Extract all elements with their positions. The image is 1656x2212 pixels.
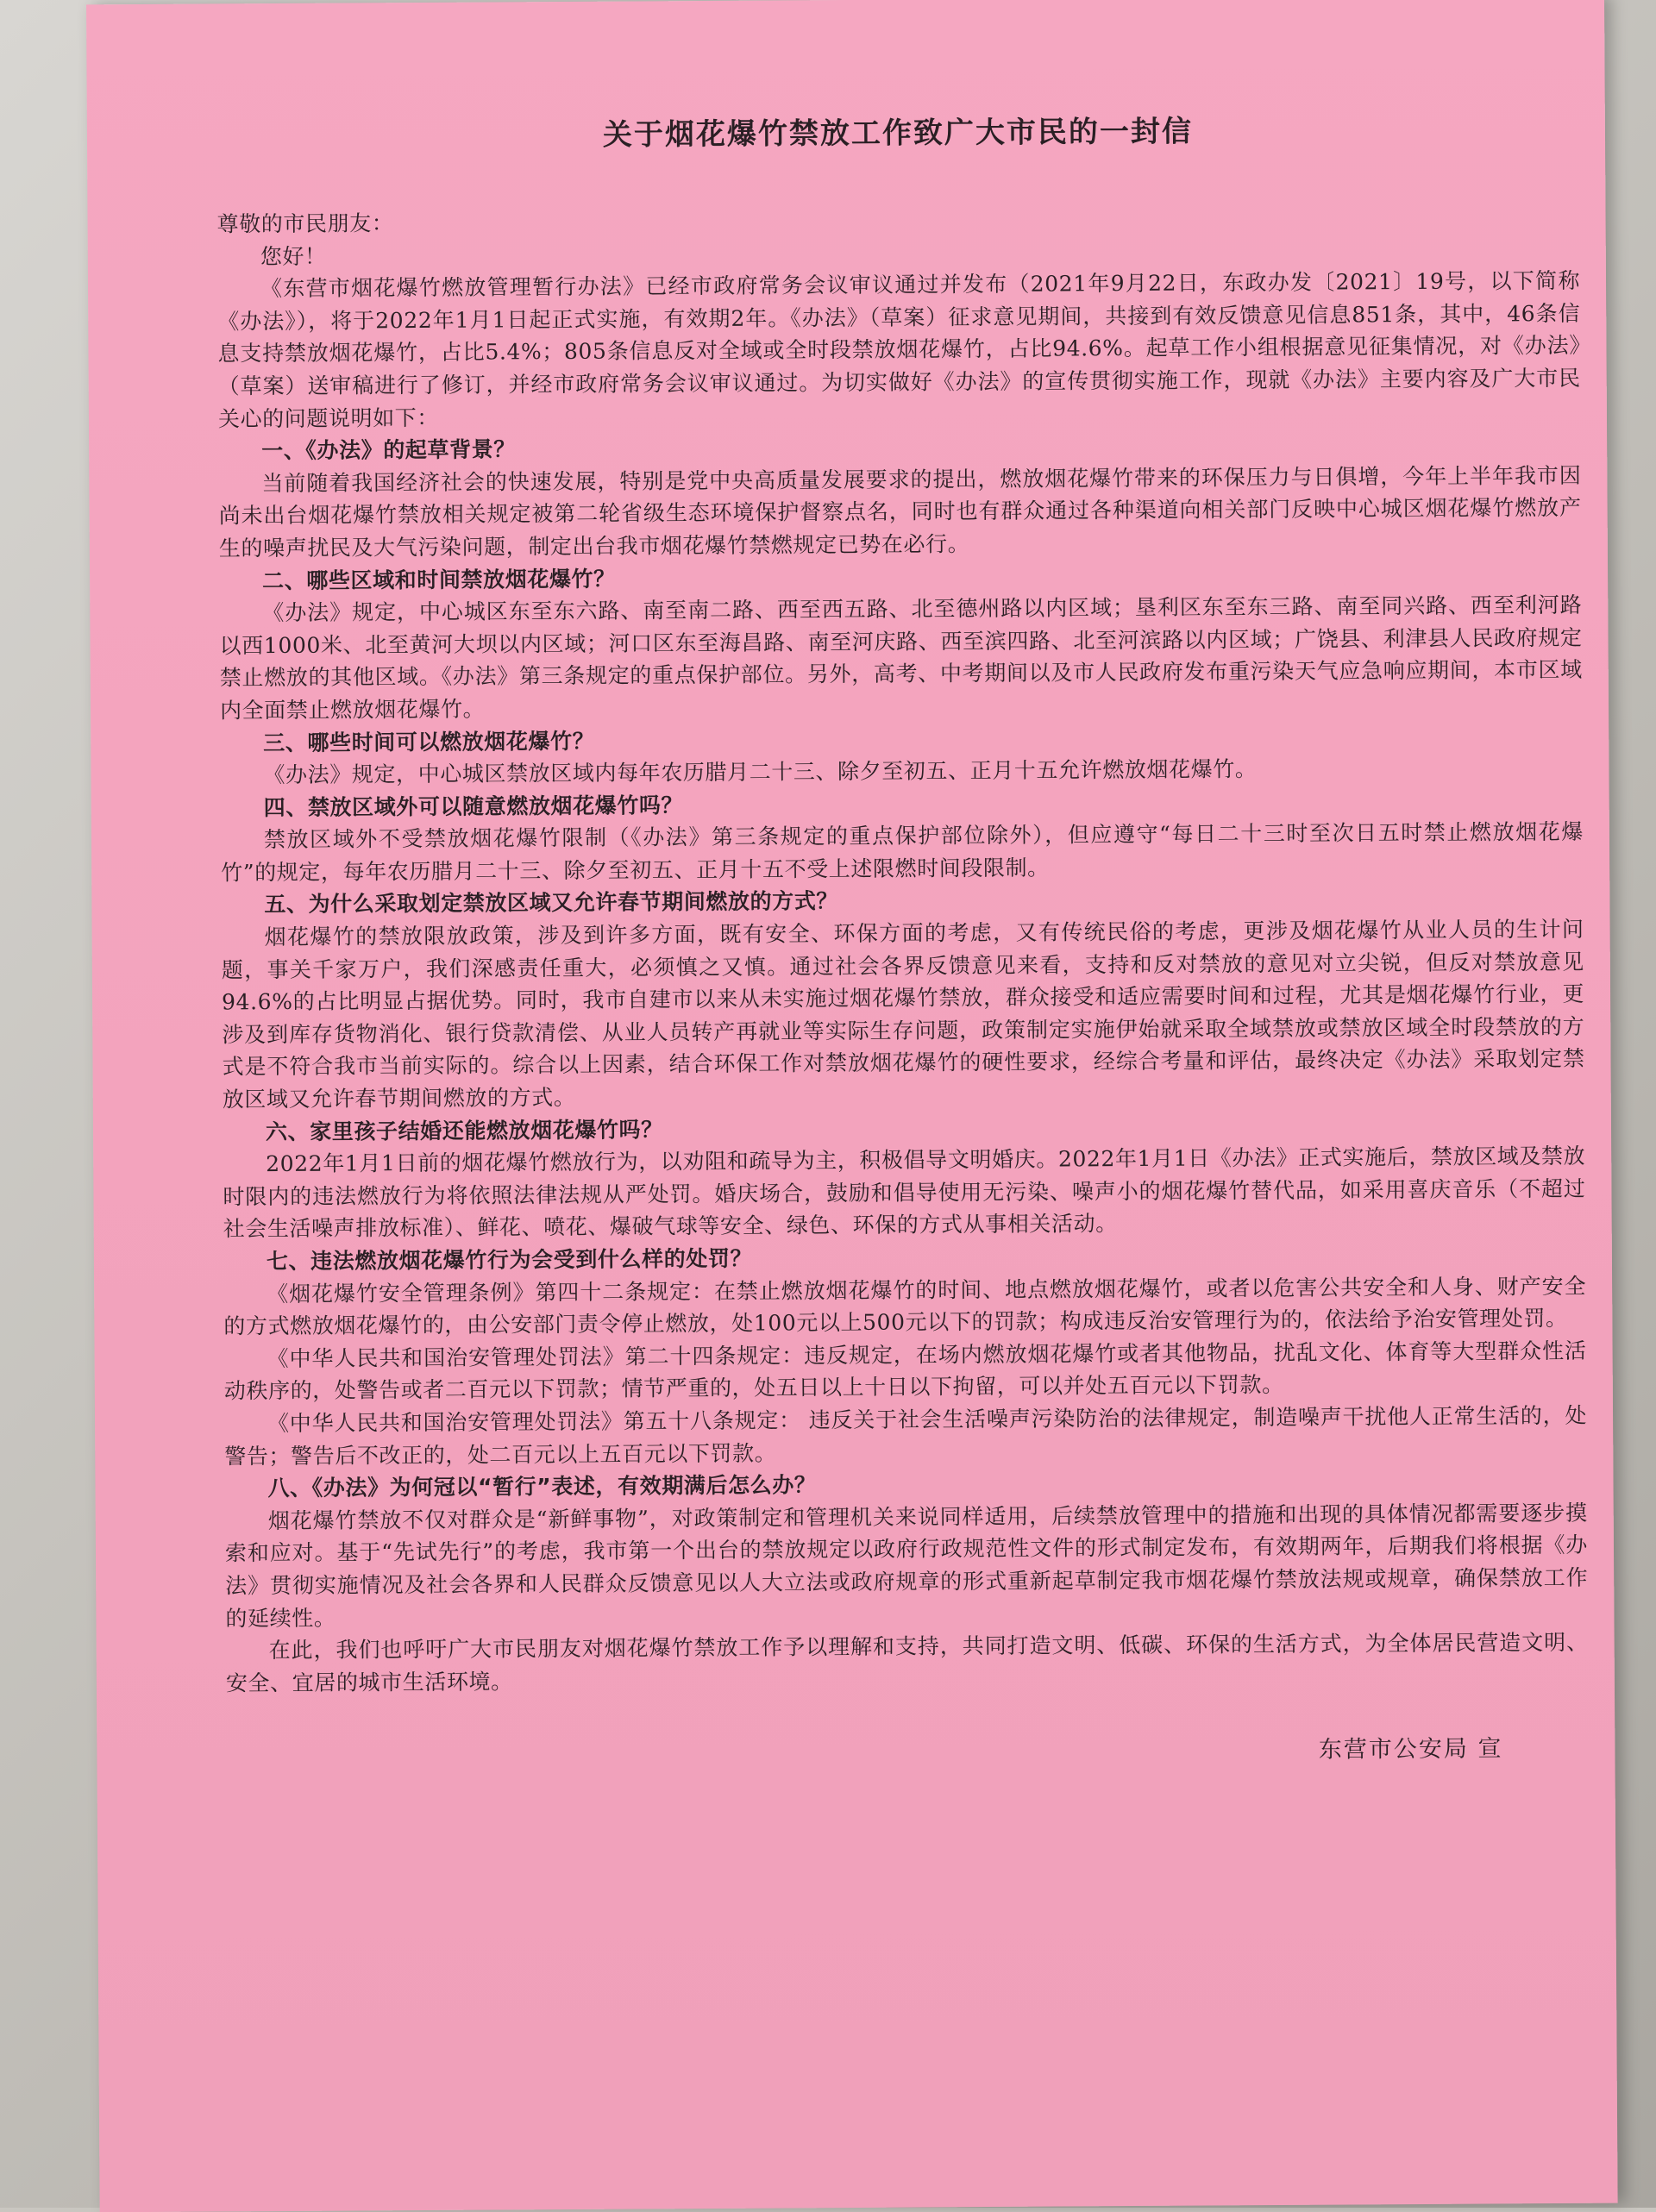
greeting: 您好！ <box>260 243 327 269</box>
pink-letter-sheet <box>86 0 1618 2212</box>
section-3-paragraph: 《办法》规定，中心城区禁放区域内每年农历腊月二十三、除夕至初五、正月十五允许燃放烟花爆竹。 <box>263 756 1258 788</box>
section-heading-7: 七、违法燃放烟花爆竹行为会受到什么样的处罚？ <box>266 1245 753 1275</box>
salutation: 尊敬的市民朋友： <box>216 210 394 237</box>
section-7-paragraph-2: 《中华人民共和国治安管理处罚法》第二十四条规定：违反规定，在场内燃放烟花爆竹或者其他物品，扰乱文化、体育等大型群众性活动秩序的，处警告或者二百元以下罚款；情节严重的，处五日以上十日以下拘留，可以并处五百元以下罚款。 <box>223 1338 1587 1404</box>
section-heading-1: 一、《办法》的起草背景？ <box>261 436 516 464</box>
letter-title: 关于烟花爆竹禁放工作致广大市民的一封信 <box>602 114 1194 153</box>
intro-paragraph: 《东营市烟花爆竹燃放管理暂行办法》已经市政府常务会议审议通过并发布（2021年9月22日，东政办发〔2021〕19号，以下简称《办法》），将于2022年1月1日起正式实施，有效期2年。《办法》（草案）征求意见期间，共接到有效反馈意见信息851条，其中，46条信息支持禁放烟花爆竹，占比5.4%；805条信息反对全域或全时段禁放烟花爆竹，占比94.6%。起草工作小组根据意见征集情况，对《办法》（草案）送审稿进行了修订，并经市政府常务会议审议通过。为切实做好《办法》的宣传贯彻实施工作，现就《办法》主要内容及广大市民关心的问题说明如下： <box>217 267 1581 432</box>
section-heading-4: 四、禁放区域外可以随意燃放烟花爆竹吗？ <box>263 792 684 820</box>
section-1-paragraph: 当前随着我国经济社会的快速发展，特别是党中央高质量发展要求的提出，燃放烟花爆竹带来的环保压力与日俱增，今年上半年我市因尚未出台烟花爆竹禁放相关规定被第二轮省级生态环境保护督察点名，同时也有群众通过各种渠道向相关部门反映中心城区烟花爆竹燃放产生的噪声扰民及大气污染问题，制定出台我市烟花爆竹禁燃规定已势在必行。 <box>218 462 1582 561</box>
section-2-paragraph: 《办法》规定，中心城区东至东六路、南至南二路、西至西五路、北至德州路以内区域；垦利区东至东三路、南至同兴路、西至利河路以西1000米、北至黄河大坝以内区域；河口区东至海昌路、南至河庆路、西至滨四路、北至河滨路以内区域；广饶县、利津县人民政府规定禁止燃放的其他区域。《办法》第三条规定的重点保护部位。另外，高考、中考期间以及市人民政府发布重污染天气应急响应期间，本市区域内全面禁止燃放烟花爆竹。 <box>219 592 1583 724</box>
section-heading-2: 二、哪些区域和时间禁放烟花爆竹？ <box>262 566 616 593</box>
letter-content <box>216 112 1590 1774</box>
section-7-paragraph-1: 《烟花爆竹安全管理条例》第四十二条规定：在禁止燃放烟花爆竹的时间、地点燃放烟花爆竹，或者以危害公共安全和人身、财产安全的方式燃放烟花爆竹的，由公安部门责令停止燃放，处100元以上500元以下的罚款；构成违反治安管理行为的，依法给予治安管理处罚。 <box>223 1273 1587 1339</box>
section-heading-5: 五、为什么采取划定禁放区域又允许春节期间燃放的方式？ <box>264 888 839 918</box>
section-6-paragraph: 2022年1月1日前的烟花爆竹燃放行为，以劝阻和疏导为主，积极倡导文明婚庆。2022年1月1日《办法》正式实施后，禁放区域及禁放时限内的违法燃放行为将依照法律法规从严处罚。婚庆场合，鼓励和倡导使用无污染、噪声小的烟花爆竹替代品，如采用喜庆音乐（不超过社会生活噪声排放标准）、鲜花、喷花、爆破气球等安全、绿色、环保的方式从事相关活动。 <box>223 1144 1586 1242</box>
closing-paragraph: 在此，我们也呼吁广大市民朋友对烟花爆竹禁放工作予以理解和支持，共同打造文明、低碳、环保的生活方式，为全体居民营造文明、安全、宜居的城市生活环境。 <box>225 1629 1589 1696</box>
section-7-paragraph-3: 《中华人民共和国治安管理处罚法》第五十八条规定： 违反关于社会生活噪声污染防治的法律规定，制造噪声干扰他人正常生活的，处警告；警告后不改正的，处二百元以上五百元以下罚款。 <box>224 1402 1588 1469</box>
section-heading-3: 三、哪些时间可以燃放烟花爆竹？ <box>263 728 595 755</box>
section-heading-6: 六、家里孩子结婚还能燃放烟花爆竹吗？ <box>265 1116 663 1144</box>
section-5-paragraph: 烟花爆竹的禁放限放政策，涉及到许多方面，既有安全、环保方面的考虑，又有传统民俗的考虑，更涉及烟花爆竹从业人员的生计问题，事关千家万户，我们深感责任重大，必须慎之又慎。通过社会各界反馈意见来看，支持和反对禁放的意见对立尖锐，但反对禁放意见94.6%的占比明显占据优势。同时，我市自建市以来从未实施过烟花爆竹禁放，群众接受和适应需要时间和过程，尤其是烟花爆竹行业，更涉及到库存货物消化、银行贷款清偿、从业人员转产再就业等实际生存问题，政策制定实施伊始就采取全域禁放或禁放区域全时段禁放的方式是不符合我市当前实际的。综合以上因素，结合环保工作对禁放烟花爆竹的硬性要求，经综合考量和评估，最终决定《办法》采取划定禁放区域又允许春节期间燃放的方式。 <box>221 916 1585 1112</box>
section-8-paragraph-1: 烟花爆竹禁放不仅对群众是“新鲜事物”，对政策制定和管理机关来说同样适用，后续禁放管理中的措施和出现的具体情况都需要逐步摸索和应对。基于“先试先行”的考虑，我市第一个出台的禁放规定以政府行政规范性文件的形式制定发布，有效期两年，后期我们将根据《办法》贯彻实施情况及社会各界和人民群众反馈意见以人大立法或政府规章的形式重新起草制定我市烟花爆竹禁放法规或规章，确保禁放工作的延续性。 <box>224 1500 1589 1631</box>
signature: 东营市公安局 宣 <box>1318 1735 1503 1764</box>
section-heading-8: 八、《办法》为何冠以“暂行”表述，有效期满后怎么办？ <box>267 1472 817 1501</box>
section-4-paragraph: 禁放区域外不受禁放烟花爆竹限制（《办法》第三条规定的重点保护部位除外），但应遵守“每日二十三时至次日五时禁止燃放烟花爆竹”的规定，每年农历腊月二十三、除夕至初五、正月十五不受上述限燃时间段限制。 <box>221 819 1584 886</box>
